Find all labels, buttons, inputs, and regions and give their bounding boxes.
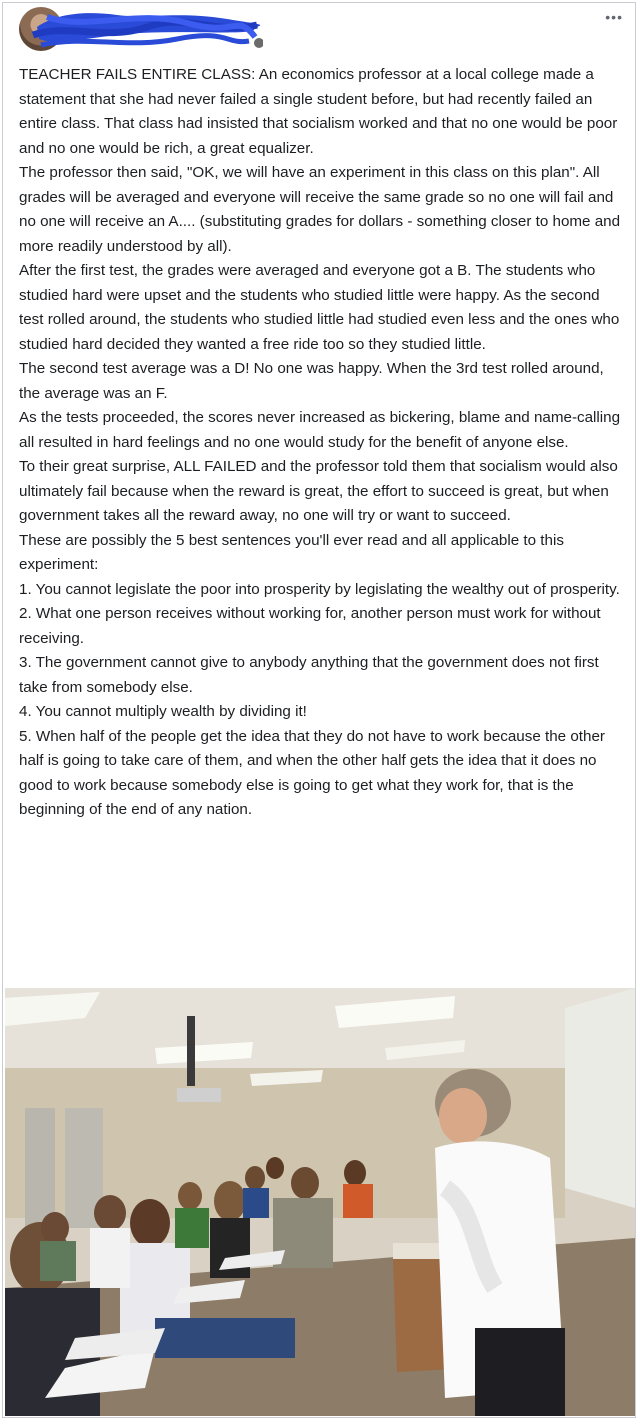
post-list-item: 5. When half of the people get the idea that they do not have to work because the other half is going to take care of them, and when the other half gets the idea that it does no good to work because somebody else is going to get what they work for, that is the beginning of the end of any nation. — [19, 727, 605, 818]
post-paragraph: To their great surprise, ALL FAILED and the professor told them that socialism would also ultimately fail because when the reward is great, the effort to succeed is great, but when government takes all the reward away, no one will try or want to succeed. — [19, 458, 618, 524]
post-paragraph: These are possibly the 5 best sentences you'll ever read and all applicable to this experiment: — [19, 531, 564, 573]
post-list-item: 3. The government cannot give to anybody anything that the government does not first take from somebody else. — [19, 654, 599, 696]
post-list-item: 4. You cannot multiply wealth by dividing it! — [19, 703, 307, 720]
post-list-item: 2. What one person receives without working for, another person must work for without receiving. — [19, 605, 601, 647]
post-header — [3, 3, 636, 61]
post-paragraph: The professor then said, "OK, we will have an experiment in this class on this plan". All grades will be averaged and everyone will receive the same grade so no one will fail and no one will receive an A.... (substituting grades for dollars - something closer to home and more readily understood by all). — [19, 164, 621, 255]
post-paragraph: The second test average was a D! No one was happy. When the 3rd test rolled around, the average was an F. — [19, 360, 604, 402]
more-options-button[interactable]: ••• — [605, 9, 623, 25]
classroom-photo[interactable] — [5, 988, 635, 1416]
post-card — [2, 2, 636, 1418]
post-paragraph: After the first test, the grades were averaged and everyone got a B. The students who studied hard were upset and the students who studied little were happy. As the second test rolled around, the students who studied little had studied even less and the ones who studied hard decided they wanted a free ride too so they studied little. — [19, 262, 620, 353]
post-paragraph: TEACHER FAILS ENTIRE CLASS: An economics professor at a local college made a statement that she had never failed a single student before, but had recently failed an entire class. That class had insisted that socialism worked and that no one would be poor and no one would be rich, a great equalizer. — [19, 66, 618, 157]
post-list-item: 1. You cannot legislate the poor into prosperity by legislating the wealthy out of prosperity. — [19, 580, 620, 598]
redacted-name-scribble — [27, 5, 263, 55]
post-text — [19, 63, 625, 823]
post-paragraph: As the tests proceeded, the scores never increased as bickering, blame and name-calling all resulted in hard feelings and no one would study for the benefit of anyone else. — [19, 409, 621, 451]
